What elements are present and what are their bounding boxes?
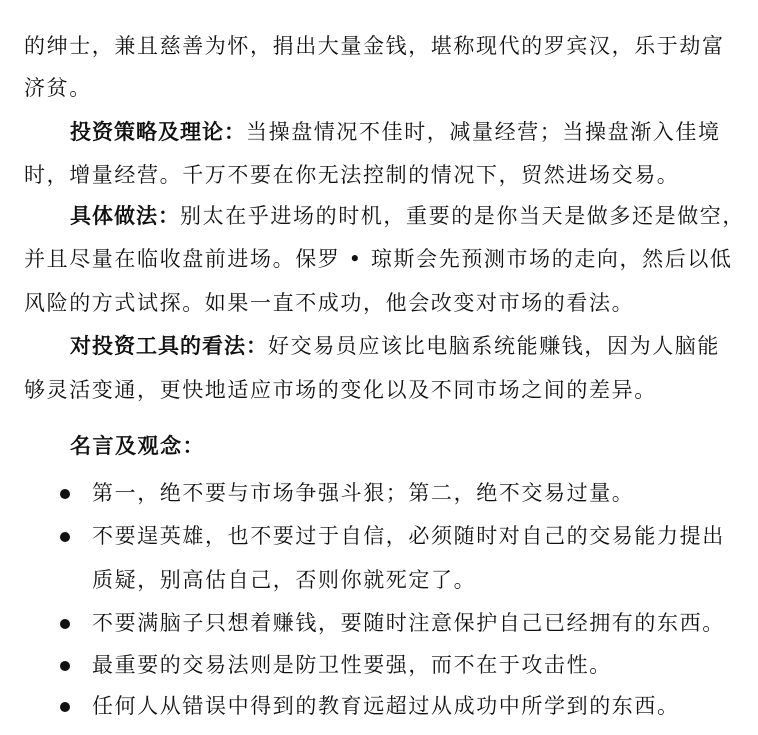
bullet-icon: [60, 489, 70, 499]
paragraph-text: 当操盘情况不佳时，减量经营；当操盘渐入佳境: [246, 120, 721, 144]
paragraph-label: 具体做法：: [70, 204, 180, 228]
bullet-icon: [60, 619, 70, 629]
paragraph-line: 够灵活变通，更快地适应市场的变化以及不同市场之间的差异。: [24, 378, 657, 402]
quotes-heading: 名言及观念：: [70, 434, 205, 458]
quote-line: 不要逞英雄，也不要过于自信，必须随时对自己的交易能力提出: [92, 524, 725, 548]
bullet-icon: [60, 702, 70, 712]
paragraph-label: 对投资工具的看法：: [70, 334, 268, 358]
paragraph-first-line: [70, 332, 720, 360]
paragraph-first-line: [70, 202, 745, 230]
quote-line: 质疑，别高估自己，否则你就死定了。: [92, 568, 477, 592]
paragraph-text: 别太在乎进场的时机，重要的是你当天是做多还是做空，: [180, 204, 745, 228]
quote-line: 最重要的交易法则是防卫性要强，而不在于攻击性。: [92, 653, 612, 677]
quote-line: 任何人从错误中得到的教育远超过从成功中所学到的东西。: [92, 694, 680, 718]
paragraph-line: 时，增量经营。千万不要在你无法控制的情况下，贸然进场交易。: [24, 163, 680, 187]
paragraph-line: 的绅士，兼且慈善为怀，捐出大量金钱，堪称现代的罗宾汉，乐于劫富: [24, 34, 725, 58]
quote-line: 不要满脑子只想着赚钱，要随时注意保护自己已经拥有的东西。: [92, 611, 725, 635]
paragraph-line: 并且尽量在临收盘前进场。保罗 • 琼斯会先预测市场的走向，然后以低: [24, 247, 733, 271]
quote-line: 第一，绝不要与市场争强斗狠；第二，绝不交易过量。: [92, 481, 635, 505]
paragraph-first-line: [70, 118, 721, 146]
paragraph-text: 好交易员应该比电脑系统能赚钱，因为人脑能: [268, 334, 720, 358]
paragraph-label: 投资策略及理论：: [70, 120, 246, 144]
paragraph-line: 风险的方式试探。如果一直不成功，他会改变对市场的看法。: [24, 291, 635, 315]
paragraph-line: 济贫。: [24, 76, 92, 100]
bullet-icon: [60, 661, 70, 671]
bullet-icon: [60, 532, 70, 542]
